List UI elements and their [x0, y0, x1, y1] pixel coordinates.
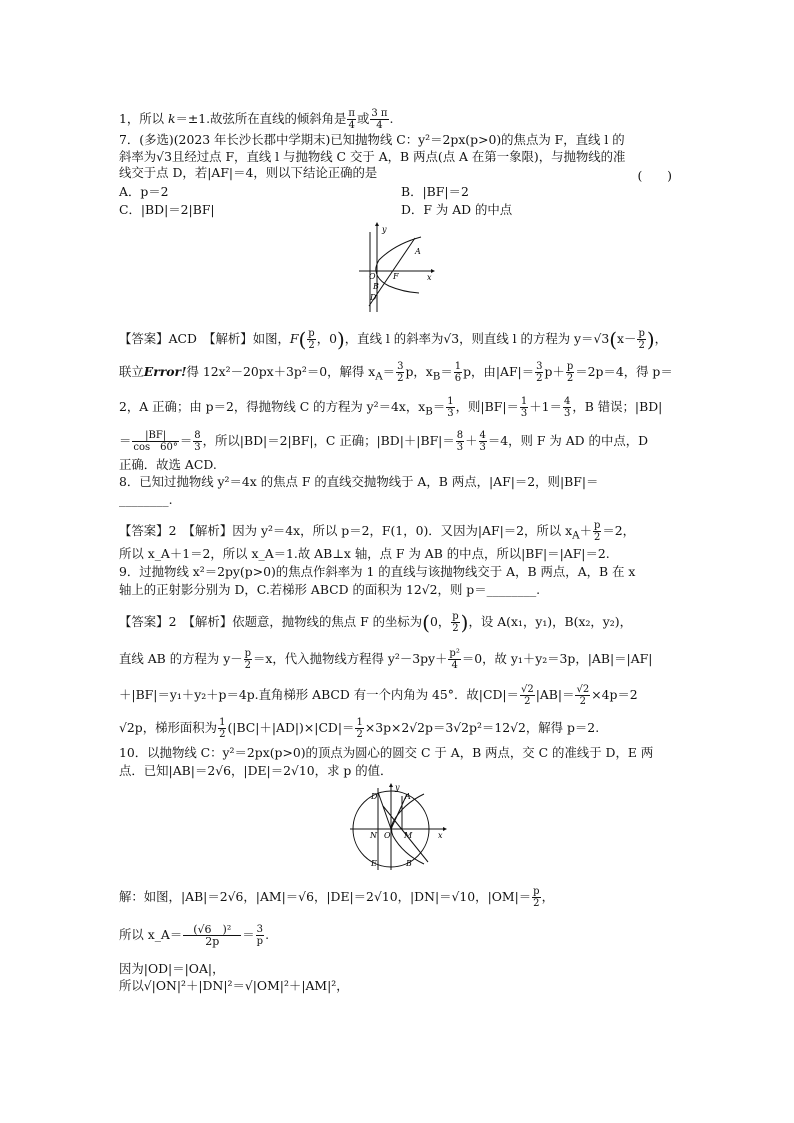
text: p，由|AF|＝	[463, 364, 535, 379]
text: p＋	[544, 364, 565, 379]
q7-solution-line-5: 正确．故选 ACD.	[119, 457, 217, 472]
figure-circle-parabola	[348, 782, 448, 872]
text: 0，	[429, 614, 451, 629]
figure-parabola-line	[355, 222, 437, 314]
fraction: $\frac{\text{(√6 )²}}{2p}$	[183, 924, 241, 947]
q7-option-a: A．p＝2	[119, 184, 169, 199]
q9-solution-line-1: 【答案】2 【解析】依题意，抛物线的焦点 F 的坐标为(0， $\frac{p}{2}$ )，设 A(x₁，y₁)，B(x₂，y₂)，	[119, 610, 633, 635]
fig1-label-b: B	[373, 282, 379, 291]
text: ×4p＝2	[591, 687, 638, 702]
q7-line-3: 线交于点 D，若|AF|＝4，则以下结论正确的是	[119, 165, 378, 180]
q9-line-2: 轴上的正射影分别为 D，C.若梯形 ABCD 的面积为 12√2，则 p＝________.	[119, 582, 541, 597]
fraction: $\frac{|BF|}{\cos 60^\circ}$	[133, 430, 178, 453]
text: |AB|＝	[535, 687, 575, 702]
fraction: $\frac{3 \pi}{4}$	[371, 108, 388, 131]
fraction: $\frac{3}{2}$	[536, 361, 543, 384]
fig2-label-n: N	[370, 831, 377, 840]
text: 如图，	[252, 331, 290, 346]
fig2-label-x: x	[438, 831, 443, 840]
text: F	[289, 331, 299, 346]
fraction: $\frac{\text{p²}}{4}$	[449, 648, 460, 671]
text: 2，A 正确；由 p＝2，得抛物线 C 的方程为 y²＝4x，x	[119, 399, 426, 414]
fraction: $\frac{1}{6}$	[454, 361, 462, 384]
q7-line-1: 7．(多选)(2023 年长沙长郡中学期末)已知抛物线 C：y²＝2px(p>0)的焦点为 F，直线 l 的	[119, 132, 625, 147]
q9-solution-line-2	[119, 648, 652, 671]
text: 或	[357, 111, 370, 126]
fig1-label-o: O	[369, 272, 376, 281]
fraction: $\frac{p}{2}$	[594, 520, 601, 543]
text: 联立	[119, 364, 144, 379]
text: 1，所以	[119, 111, 168, 126]
text: .	[265, 927, 270, 942]
fig2-label-y: y	[395, 783, 400, 792]
text: ，则|BF|＝	[455, 399, 519, 414]
text: 所以 x_A＝	[119, 927, 183, 942]
q9-solution-line-4	[119, 717, 599, 740]
fraction: $\frac{4}{3}$	[563, 396, 571, 419]
text: ＝	[119, 433, 132, 448]
fraction: $\frac{p}{2}$	[566, 361, 574, 384]
explanation-tag: 【解析】	[209, 331, 253, 346]
text: √2p，梯形面积为	[119, 720, 218, 735]
text: ＝0，故 y₁＋y₂＝3p，|AB|＝|AF|	[461, 651, 653, 666]
text: ，设 A(x₁，y₁)，B(x₂，y₂)，	[468, 614, 633, 629]
fig1-label-d: D	[370, 293, 377, 302]
q10-solution-line-1	[119, 886, 554, 909]
fig1-label-x: x	[427, 273, 432, 282]
text: ＝4，则 F 为 AD 的中点，D	[487, 433, 649, 448]
q10-line-1: 10．以抛物线 C：y²＝2px(p>0)的顶点为圆心的圆交 C 于 A，B 两点，交 C 的准线于 D，E 两	[119, 745, 654, 760]
fraction: $\frac{1}{2}$	[219, 717, 226, 740]
q9-solution-line-3	[119, 684, 638, 707]
q8-line-1: 8．已知过抛物线 y²＝4x 的焦点 F 的直线交抛物线于 A，B 两点，|AF|＝2，则|BF|＝	[119, 474, 599, 489]
answer-tag: 【答案】	[119, 523, 169, 538]
fraction: $\frac{\pi}{4}$	[348, 108, 355, 131]
text: ＝	[242, 927, 255, 942]
text: ，所以|BD|＝2|BF|，C 正确；|BD|＋|BF|＝	[202, 433, 455, 448]
answer-tag: 【答案】	[119, 331, 169, 346]
q10-solution-line-2	[119, 924, 269, 947]
text: 因为 y²＝4x，所以 p＝2，F(1，0)．又因为|AF|＝2，所以 x	[232, 523, 573, 538]
q7-solution-line-1: 【答案】ACD 【解析】如图，F( $\frac{p}{2}$ ，0)，直线 l 的斜率为√3，则直线 l 的方程为 y＝√3(x－ $\frac{p}{2}$ )，	[119, 327, 668, 352]
text: ＝x，代入抛物线方程得 y²－3py＋	[253, 651, 448, 666]
text: ＋1＝	[529, 399, 562, 414]
q7-solution-line-3: 2，A 正确；由 p＝2，得抛物线 C 的方程为 y²＝4x，$x_B=$ $\frac{1}{3}$ ，则|BF|＝ $\frac{1}{3}$ ＋1＝ $\frac{4}{3}$ ，B 错误；|BD|	[119, 396, 663, 419]
q7-answer-paren: ( )	[637, 168, 672, 183]
text: ＝	[432, 399, 446, 414]
explanation-tag: 【解析】	[188, 523, 233, 538]
q10-solution-line-4: 所以√|ON|²＋|DN|²＝√|OM|²＋|AM|²，	[119, 978, 349, 993]
text: ＝	[440, 364, 453, 379]
q10-line-2: 点．已知|AB|＝2√6，|DE|＝2√10，求 p 的值．	[119, 763, 393, 778]
intro-line	[119, 108, 393, 131]
fig2-label-d: D	[371, 792, 378, 801]
fraction: $\frac{p}{2}$	[638, 328, 645, 351]
text: p，x	[405, 364, 433, 379]
text: ＝2，	[602, 523, 636, 538]
text: 解：如图，|AB|＝2√6，|AM|＝√6，|DE|＝2√10，|DN|＝√10，|OM|＝	[119, 889, 532, 904]
q7-solution-line-4	[119, 430, 648, 453]
fig1-label-y: y	[382, 225, 387, 234]
text: k	[168, 111, 176, 126]
fraction: $\frac{√2}{2}$	[576, 684, 590, 707]
fig2-label-e: E	[371, 859, 377, 868]
fig2-label-b: B	[406, 859, 412, 868]
text: (|BC|＋|AD|)×|CD|＝	[227, 720, 355, 735]
fraction: $\frac{p}{2}$	[533, 886, 540, 909]
fraction: $\frac{√2}{2}$	[520, 684, 534, 707]
q7-option-c: C．|BD|＝2|BF|	[119, 202, 215, 217]
text: ＝±1.故弦所在直线的倾斜角是	[175, 111, 347, 126]
fraction: $\frac{8}{3}$	[456, 430, 464, 453]
explanation-tag: 【解析】	[188, 614, 233, 629]
fraction: $\frac{p}{2}$	[452, 611, 459, 634]
text: ，	[541, 889, 554, 904]
error-marker: Error!	[143, 364, 187, 379]
fig2-label-o: O	[384, 831, 391, 840]
text: ，B 错误；|BD|	[572, 399, 663, 414]
q7-option-d: D．F 为 AD 的中点	[401, 202, 513, 217]
answer-tag: 【答案】	[119, 614, 169, 629]
q7-option-b: B．|BF|＝2	[401, 184, 469, 199]
fraction: $\frac{1}{2}$	[356, 717, 363, 740]
q8-solution-line-2: 所以 x_A＋1＝2，所以 x_A＝1.故 AB⊥x 轴，点 F 为 AB 的中点，所以|BF|＝|AF|＝2.	[119, 546, 610, 561]
text: ＝2p＝4，得 p＝	[575, 364, 673, 379]
q10-solution-line-3: 因为|OD|＝|OA|，	[119, 961, 225, 976]
fig2-label-a: A	[405, 792, 411, 801]
text: ＋	[465, 433, 478, 448]
text: .	[389, 111, 394, 126]
fraction: $\frac{3}{2}$	[397, 361, 404, 384]
fraction: $\frac{1}{3}$	[520, 396, 528, 419]
text: ，直线 l 的斜率为√3，则直线 l 的方程为 y＝√3	[344, 331, 610, 346]
text: ＋	[579, 523, 592, 538]
fraction: $\frac{3}{p}$	[256, 924, 264, 947]
text: ＝	[179, 433, 193, 448]
text: ，0	[316, 331, 337, 346]
text: 得 12x²－20px＋3p²＝0，解得 x	[186, 364, 376, 379]
fig1-label-f: F	[393, 272, 399, 281]
fraction: $\frac{p}{2}$	[308, 328, 315, 351]
answer: ACD	[168, 331, 197, 346]
text: x－	[617, 331, 637, 346]
q7-solution-line-2: 联立Error!得 12x²－20px＋3p²＝0，解得 $x_A=$ $\frac{3}{2}$ p，$x_B=$ $\frac{1}{6}$ p，由|AF|＝ $\frac{3}{2}$ p＋ $\frac{p}{2}$ ＝2p＝4，得 p＝	[119, 361, 673, 384]
fraction: $\frac{1}{3}$	[447, 396, 454, 419]
fig2-label-m: M	[404, 831, 413, 840]
text: ＋|BF|＝y₁＋y₂＋p＝4p.直角梯形 ABCD 有一个内角为 45°．故|CD|＝	[119, 687, 519, 702]
fraction: $\frac{p}{2}$	[244, 648, 252, 671]
text: 依题意，抛物线的焦点 F 的坐标为	[232, 614, 423, 629]
fraction: $\frac{4}{3}$	[479, 430, 486, 453]
q9-line-1: 9．过抛物线 x²＝2py(p>0)的焦点作斜率为 1 的直线与该抛物线交于 A，B 两点，A，B 在 x	[119, 564, 636, 579]
answer: 2	[168, 523, 177, 538]
text: ＝	[382, 364, 396, 379]
q8-solution-line-1: 【答案】2 【解析】因为 y²＝4x，所以 p＝2，F(1，0)．又因为|AF|＝2，所以 $x_A+$ $\frac{p}{2}$ ＝2，	[119, 520, 636, 543]
answer: 2	[168, 614, 177, 629]
fig1-label-a: A	[415, 247, 421, 256]
fraction: $\frac{8}{3}$	[194, 430, 201, 453]
q7-line-2: 斜率为√3且经过点 F，直线 l 与抛物线 C 交于 A，B 两点(点 A 在第一象限)，与抛物线的准	[119, 149, 626, 164]
text: 直线 AB 的方程为 y－	[119, 651, 243, 666]
q8-line-2: ________.	[119, 492, 173, 507]
text: ×3p×2√2p＝3√2p²＝12√2，解得 p＝2.	[364, 720, 600, 735]
